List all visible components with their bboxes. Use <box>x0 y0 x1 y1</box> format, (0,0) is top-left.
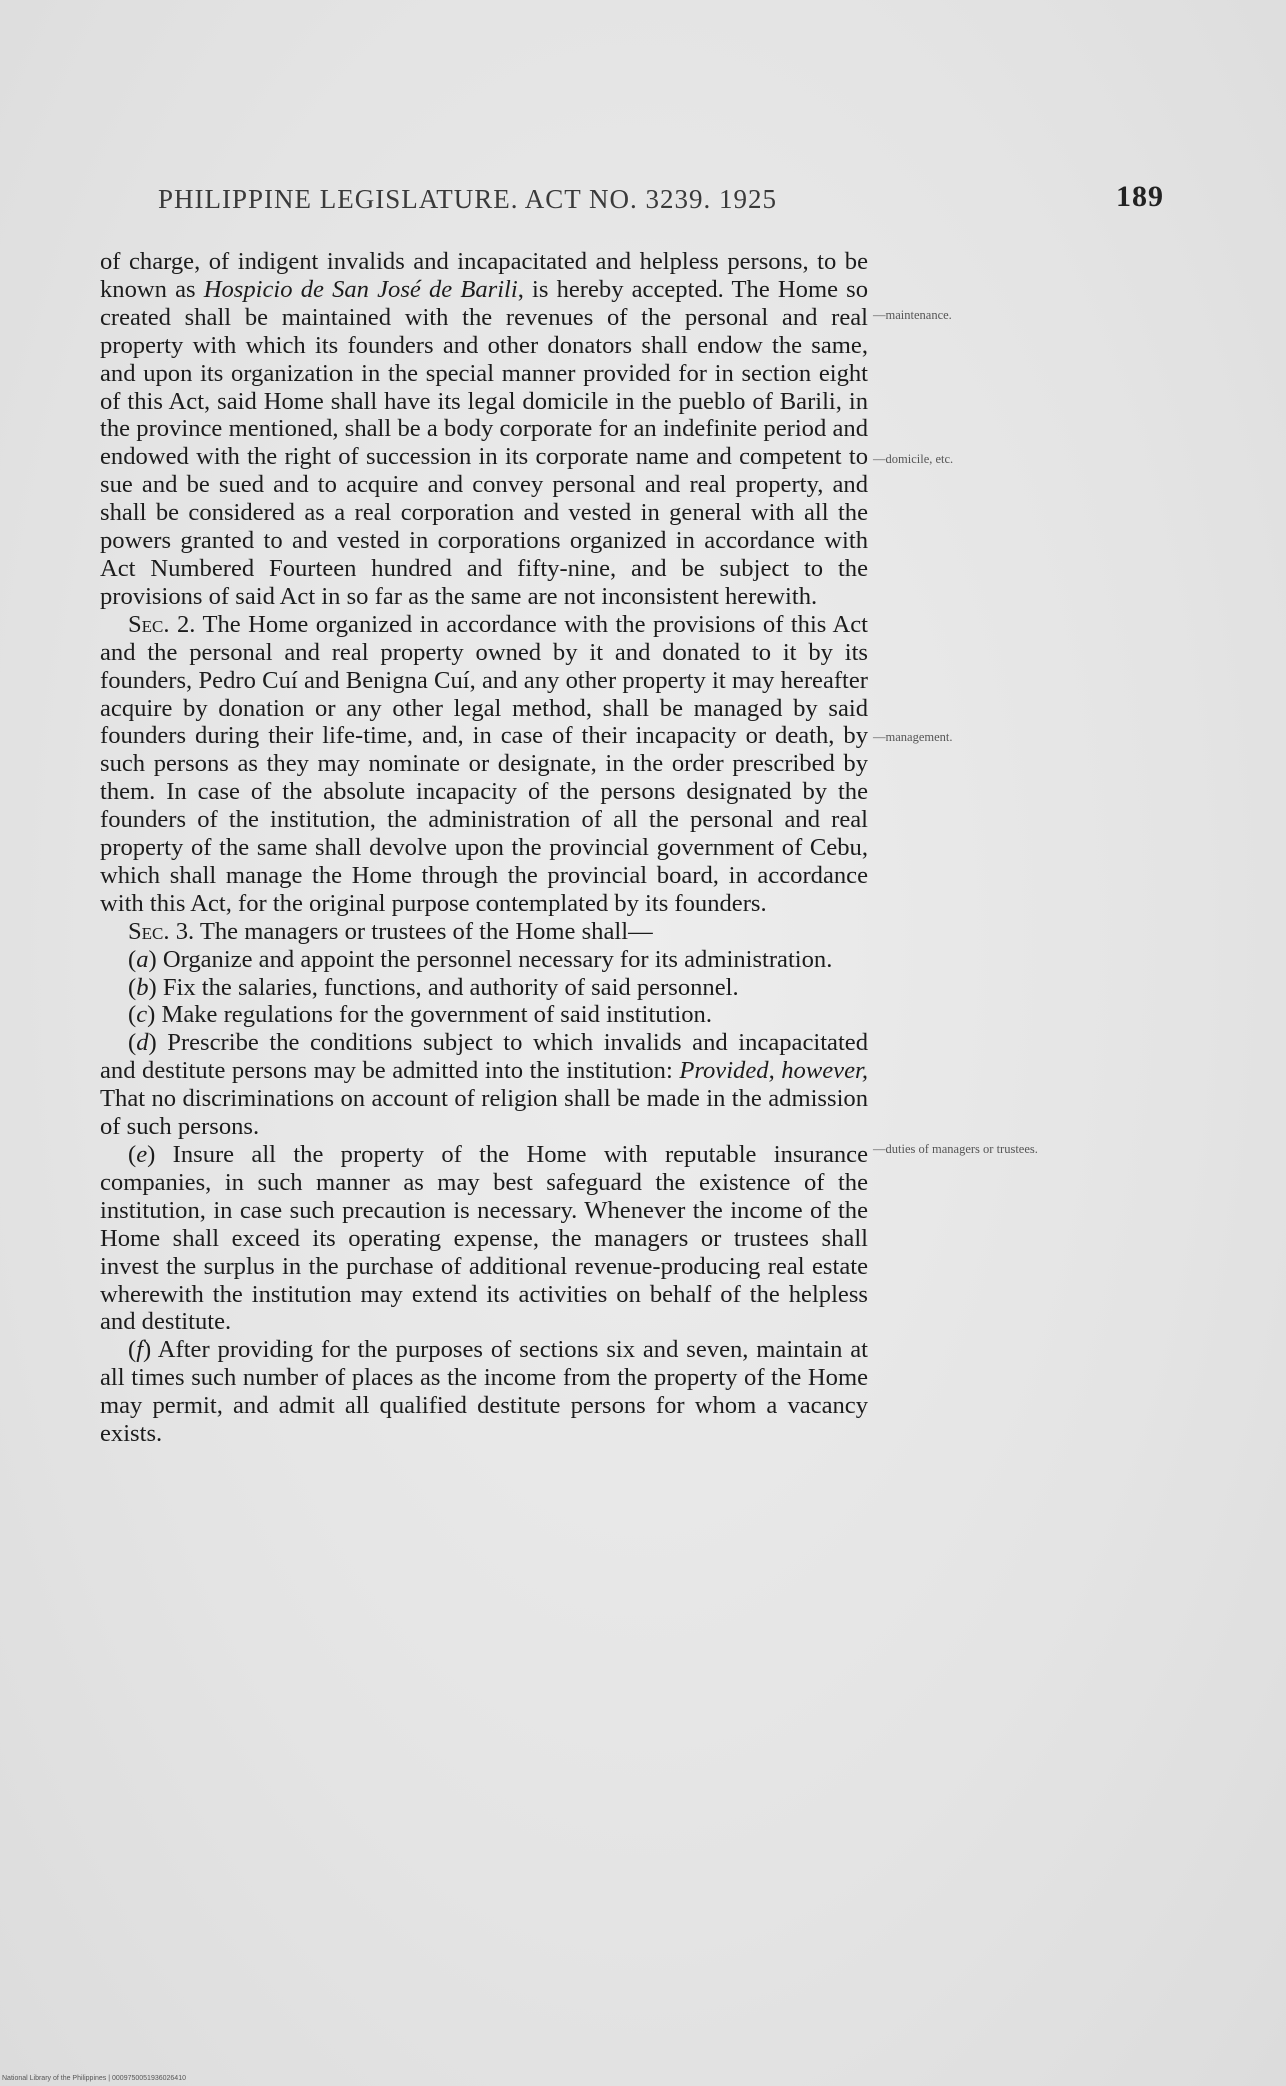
margin-note-domicile: —domicile, etc. <box>873 452 954 466</box>
text-run: ( <box>128 1029 137 1057</box>
paragraph <box>100 611 868 918</box>
act-text-body <box>100 248 868 1448</box>
text-run: ) Prescribe the conditions subject to which invalids and incapacitated and destitute persons may be admitted into the institution: <box>100 1029 868 1085</box>
text-run: ( <box>128 1336 137 1364</box>
text-run: The Home organized in accordance with the provisions of this Act and the personal and real property owned by it and donated to it by its founders, Pedro Cuí and Benigna Cuí, and any other property it may hereafter acquire by donation or any other legal method, shall be managed by said founders during their life-time, and, in case of their incapacity or death, by such persons as they may nominate or designate, in the order prescribed by them. In case of the absolute incapacity of the persons designated by the founders of the institution, the administration of all the personal and real property of the same shall devolve upon the provincial government of Cebu, which shall manage the Home through the provincial board, in accordance with this Act, for the original purpose contemplated by its founders. <box>100 610 868 917</box>
text-run: ) Organize and appoint the personnel necessary for its administration. <box>148 945 833 973</box>
text-run: ( <box>128 945 137 973</box>
italic-text: Provided, however, <box>679 1057 868 1085</box>
italic-text: c <box>136 1001 148 1029</box>
footer-source: National Library of the Philippines <box>2 2075 107 2082</box>
paragraph <box>100 1029 868 1141</box>
text-run: ( <box>128 973 137 1001</box>
paragraph <box>100 1001 868 1029</box>
text-run: ) Insure all the property of the Home with reputable insurance companies, in such manner as may best safeguard the existence of the institution, in case such precaution is necessary. Whenever the income of the Home shall exceed its operating expense, the managers or trustees shall invest the surplus in the purchase of additional revenue-producing real estate wherewith the institution may extend its activities on behalf of the helpless and destitute. <box>100 1141 868 1336</box>
italic-text: f <box>136 1336 144 1364</box>
italic-text: d <box>136 1029 149 1057</box>
margin-note-maintenance: —maintenance. <box>873 308 952 322</box>
paragraph <box>100 1141 868 1336</box>
text-run: The managers or trustees of the Home shall— <box>194 917 653 945</box>
text-run: , is hereby accepted. The Home so created shall be maintained with the revenues of the personal and real property with which its founders and other donators shall endow the same, and upon its organization in the special manner provided for in section eight of this Act, said Home shall have its legal domicile in the pueblo of Barili, in the province mentioned, shall be a body corporate for an indefinite period and endowed with the right of succession in its corporate name and competent to sue and be sued and to acquire and convey personal and real property, and shall be considered as a real corporation and vested in general with all the powers granted to and vested in corporations organized in accordance with Act Numbered Fourteen hundred and fifty-nine, and be subject to the provisions of said Act in so far as the same are not inconsistent herewith. <box>100 275 869 610</box>
page-number: 189 <box>1116 180 1164 213</box>
text-run: ( <box>128 1001 137 1029</box>
margin-note-management: —management. <box>873 730 953 744</box>
page-header <box>158 180 1168 230</box>
paragraph <box>100 946 868 974</box>
section-label: Sec. 3. <box>128 917 195 945</box>
text-run: ( <box>128 1141 137 1168</box>
text-run: ) After providing for the purposes of sections six and seven, maintain at all times such number of places as the income from the property of the Home may permit, and admit all qualified destitute persons for whom a vacancy exists. <box>100 1336 868 1448</box>
italic-text: Hospicio de San José de Barili <box>203 275 518 303</box>
scan-footer <box>2 2075 186 2082</box>
text-run: of charge, of indigent invalids and incapacitated and helpless persons, to be known as <box>100 248 868 303</box>
running-head: PHILIPPINE LEGISLATURE. ACT NO. 3239. 1925 <box>158 184 778 214</box>
text-run: That no discriminations on account of religion shall be made in the admission of such persons. <box>100 1085 868 1141</box>
text-run: ) Fix the salaries, functions, and authority of said personnel. <box>148 973 739 1001</box>
section-label: Sec. 2. <box>128 610 196 638</box>
margin-note-duties: —duties of managers or trustees. <box>873 1142 1038 1156</box>
italic-text: e <box>136 1141 148 1168</box>
footer-image-id: | 0009750051936026410 <box>106 2075 186 2082</box>
text-run: ) Make regulations for the government of said institution. <box>147 1001 712 1029</box>
paragraph <box>100 248 868 611</box>
paragraph <box>100 1336 868 1448</box>
paragraph <box>100 918 868 946</box>
paragraph <box>100 974 868 1002</box>
italic-text: a <box>136 945 149 973</box>
italic-text: b <box>136 973 149 1001</box>
